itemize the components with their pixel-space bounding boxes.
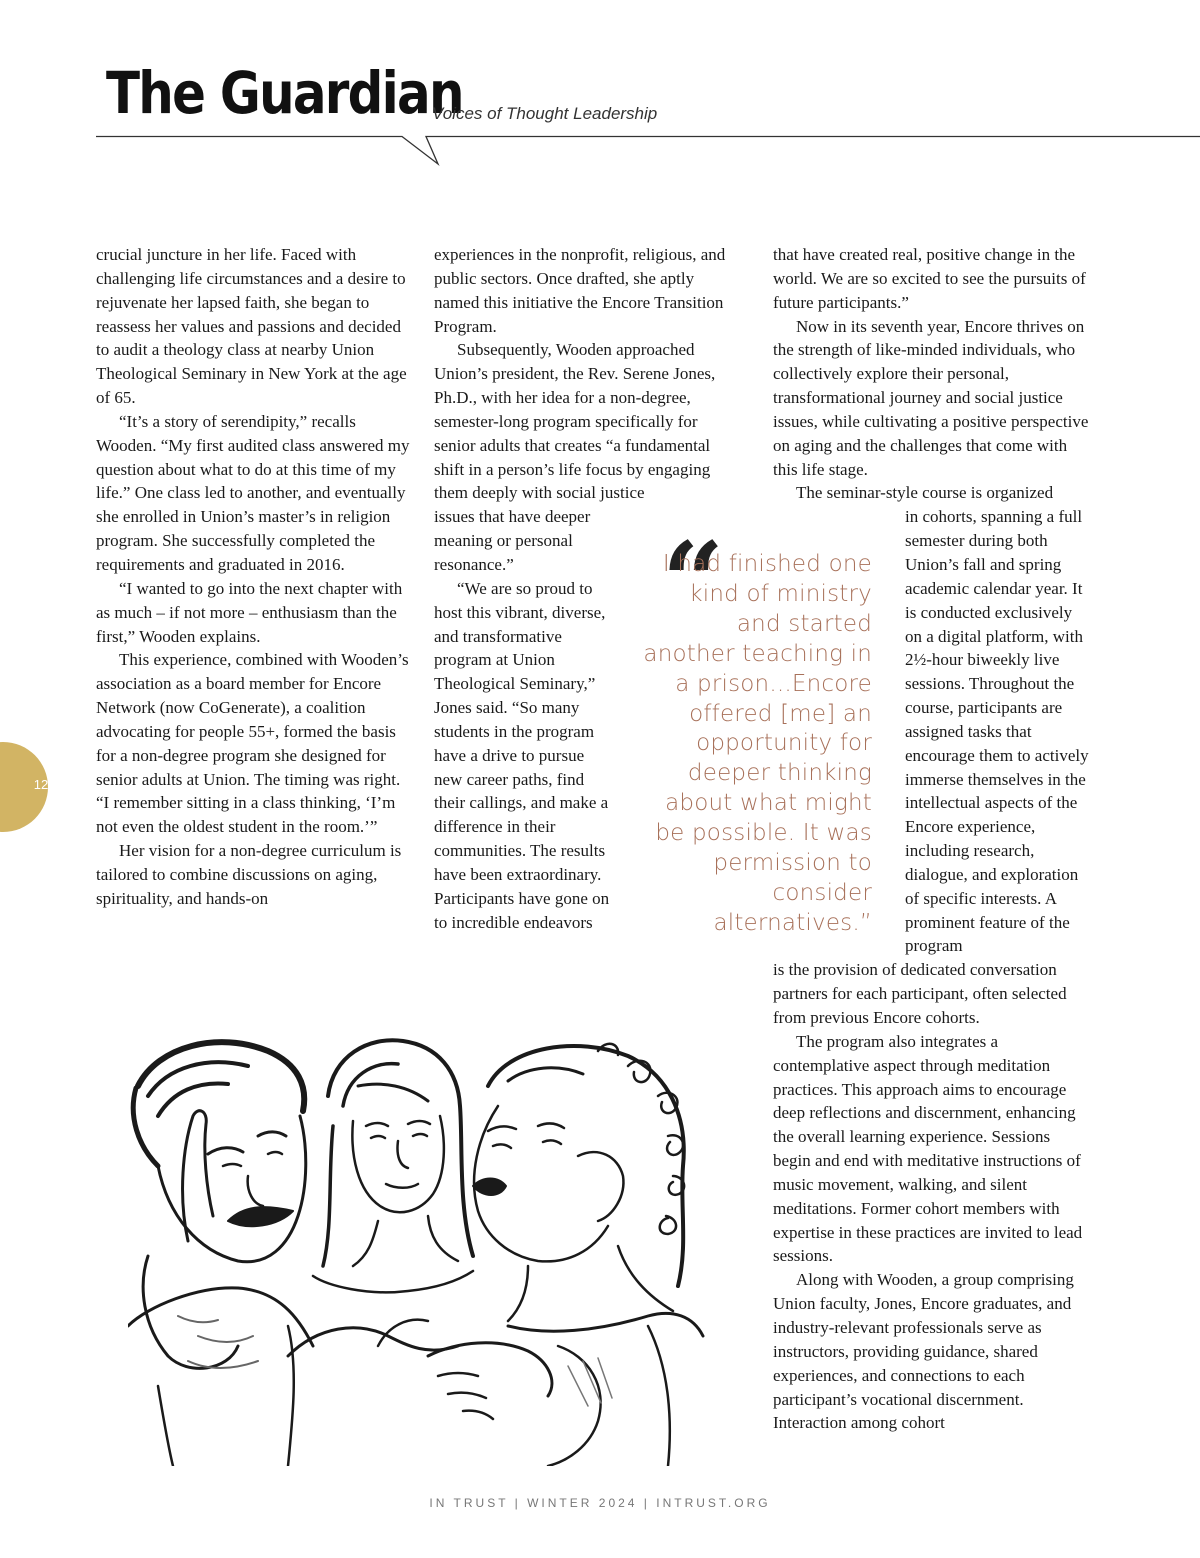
paragraph: crucial juncture in her life. Faced with challenging life circumstances and a desire to rejuvenate her lapsed faith, she began to reassess her values and passions and decided to audit a theology class at nearby Union Theological Seminary in New York at the age of 65.	[96, 245, 407, 408]
footer: IN TRUST | WINTER 2024 | INTRUST.ORG	[429, 1496, 771, 1510]
column-3-narrow	[905, 505, 1089, 958]
paragraph: experiences in the nonprofit, religious, and public sectors. Once drafted, she aptly named this initiative the Encore Transition Program.	[434, 245, 726, 336]
paragraph: This experience, combined with Wooden’s association as a board member for Encore Network (now CoGenerate), a coalition advocating for people 55+, formed the basis for a non-degree program she designed for senior adults at Union. The timing was right. “I remember sitting in a class thinking, ‘I’m not even the oldest student in the room.’”	[96, 650, 409, 837]
paragraph: issues that have deeper meaning or personal resonance.”	[434, 507, 591, 574]
column-3-bottom	[773, 958, 1089, 1435]
paragraph: in cohorts, spanning a full semester during both Union’s fall and spring academic calendar year. It is conducted exclusively on a digital platform, with 2½-hour biweekly live sessions. Throughout the course, participants are assigned tasks that encourage them to actively immerse themselves in the intellectual aspects of the Encore experience, including research, dialogue, and exploration of specific interests. A prominent feature of the program	[905, 507, 1089, 956]
paragraph: is the provision of dedicated conversation partners for each participant, often selected from previous Encore cohorts.	[773, 960, 1067, 1027]
paragraph: The seminar-style course is organized	[796, 483, 1054, 503]
paragraph: The program also integrates a contemplative aspect through meditation practices. This approach aims to encourage deep reflections and discernment, enhancing the overall learning experience. Sessions begin and end with meditative instructions of music movement, walking, and silent meditations. Former cohort members with expertise in these practices are invited to lead sessions.	[773, 1031, 1083, 1266]
header-rule	[0, 0, 1200, 170]
quote-mark: “	[662, 519, 725, 645]
column-2-narrow	[434, 505, 612, 934]
paragraph: “It’s a story of serendipity,” recalls Wooden. “My first audited class answered my question about what to do at this time of my life.” One class led to another, and eventually she enrolled in Union’s master’s in religion program. She successfully completed the requirements and graduated in 2016.	[96, 411, 410, 574]
article-column-2	[434, 243, 726, 934]
paragraph: Along with Wooden, a group comprising Union faculty, Jones, Encore graduates, and industry-relevant professionals serve as instructors, providing guidance, shared experiences, and connections to each participant’s vocational discernment. Interaction among cohort	[773, 1270, 1074, 1433]
masthead-title: The Guardian	[106, 59, 463, 127]
sketch-three-people-conversing-icon	[128, 1026, 708, 1466]
paragraph: “We are so proud to host this vibrant, diverse, and transformative program at Union Theological Seminary,” Jones said. “So many students in the program have a drive to pursue new career paths, find their callings, and make a difference in their communities. The results have been extraordinary. Participants have gone on to incredible endeavors	[434, 578, 610, 932]
paragraph: Now in its seventh year, Encore thrives on the strength of like-minded individuals, who collectively explore their personal, transformational journey and social justice issues, while cultivating a positive perspective on aging and the challenges that come with this life stage.	[773, 316, 1089, 479]
column-2-top	[434, 243, 736, 505]
page-number: 12	[33, 777, 49, 792]
paragraph: Her vision for a non-degree curriculum is tailored to combine discussions on aging, spirituality, and hands-on	[96, 841, 402, 908]
paragraph: Subsequently, Wooden approached Union’s president, the Rev. Serene Jones, Ph.D., with her idea for a non-degree, semester-long program specifically for senior adults that creates “a fundamental shift in a person’s life focus by engaging them deeply with social justice	[434, 340, 716, 503]
pull-quote: I had finished one kind of ministry and started another teaching in a prison...Encore offered [me] an opportunity for deeper thinking about what might be possible. It was permission to consider alternatives.”	[643, 551, 872, 936]
paragraph: “I wanted to go into the next chapter with as much – if not more – enthusiasm than the first,” Wooden explains.	[96, 578, 403, 646]
column-3-top	[773, 243, 1089, 505]
article-column-1	[96, 243, 414, 911]
paragraph: that have created real, positive change in the world. We are so excited to see the pursuits of future participants.”	[773, 245, 1086, 312]
masthead-tagline: Voices of Thought Leadership	[432, 104, 658, 123]
